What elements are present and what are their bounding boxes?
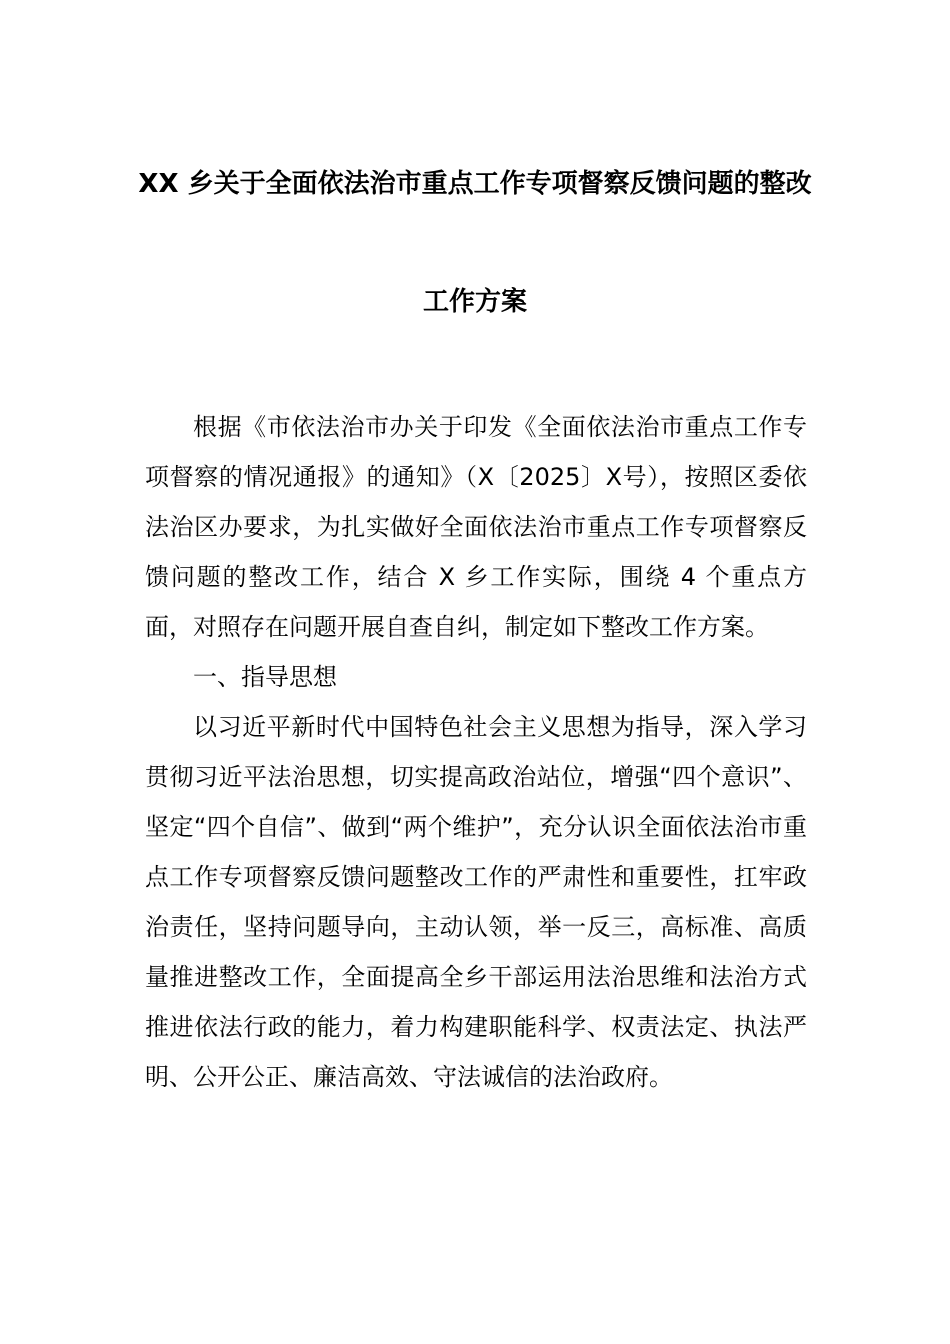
intro-paragraph: 根据《市依法治市办关于印发《全面依法治市重点工作专项督察的情况通报》的通知》（X〔2025〕X号），按照区委依法治区办要求，为扎实做好全面依法治市重点工作专项督察反馈问题的整改工作，结合 X 乡工作实际，围绕 4 个重点方面，对照存在问题开展自查自纠，制定如下整改工作方案。 — [145, 413, 807, 641]
document-title-line-1: XX 乡关于全面依法治市重点工作专项督察反馈问题的整改 — [138, 169, 812, 199]
section-heading-guiding-ideology: 一、指导思想 — [193, 663, 337, 691]
document-body — [145, 402, 807, 1102]
guiding-ideology-paragraph: 以习近平新时代中国特色社会主义思想为指导，深入学习贯彻习近平法治思想，切实提高政治站位，增强“四个意识”、坚定“四个自信”、做到“两个维护”，充分认识全面依法治市重点工作专项督察反馈问题整改工作的严肃性和重要性，扛牢政治责任，坚持问题导向，主动认领，举一反三，高标准、高质量推进整改工作，全面提高全乡干部运用法治思维和法治方式推进依法行政的能力，着力构建职能科学、权责法定、执法严明、公开公正、廉洁高效、守法诚信的法治政府。 — [145, 713, 807, 1091]
document-title-line-2: 工作方案 — [422, 287, 527, 317]
